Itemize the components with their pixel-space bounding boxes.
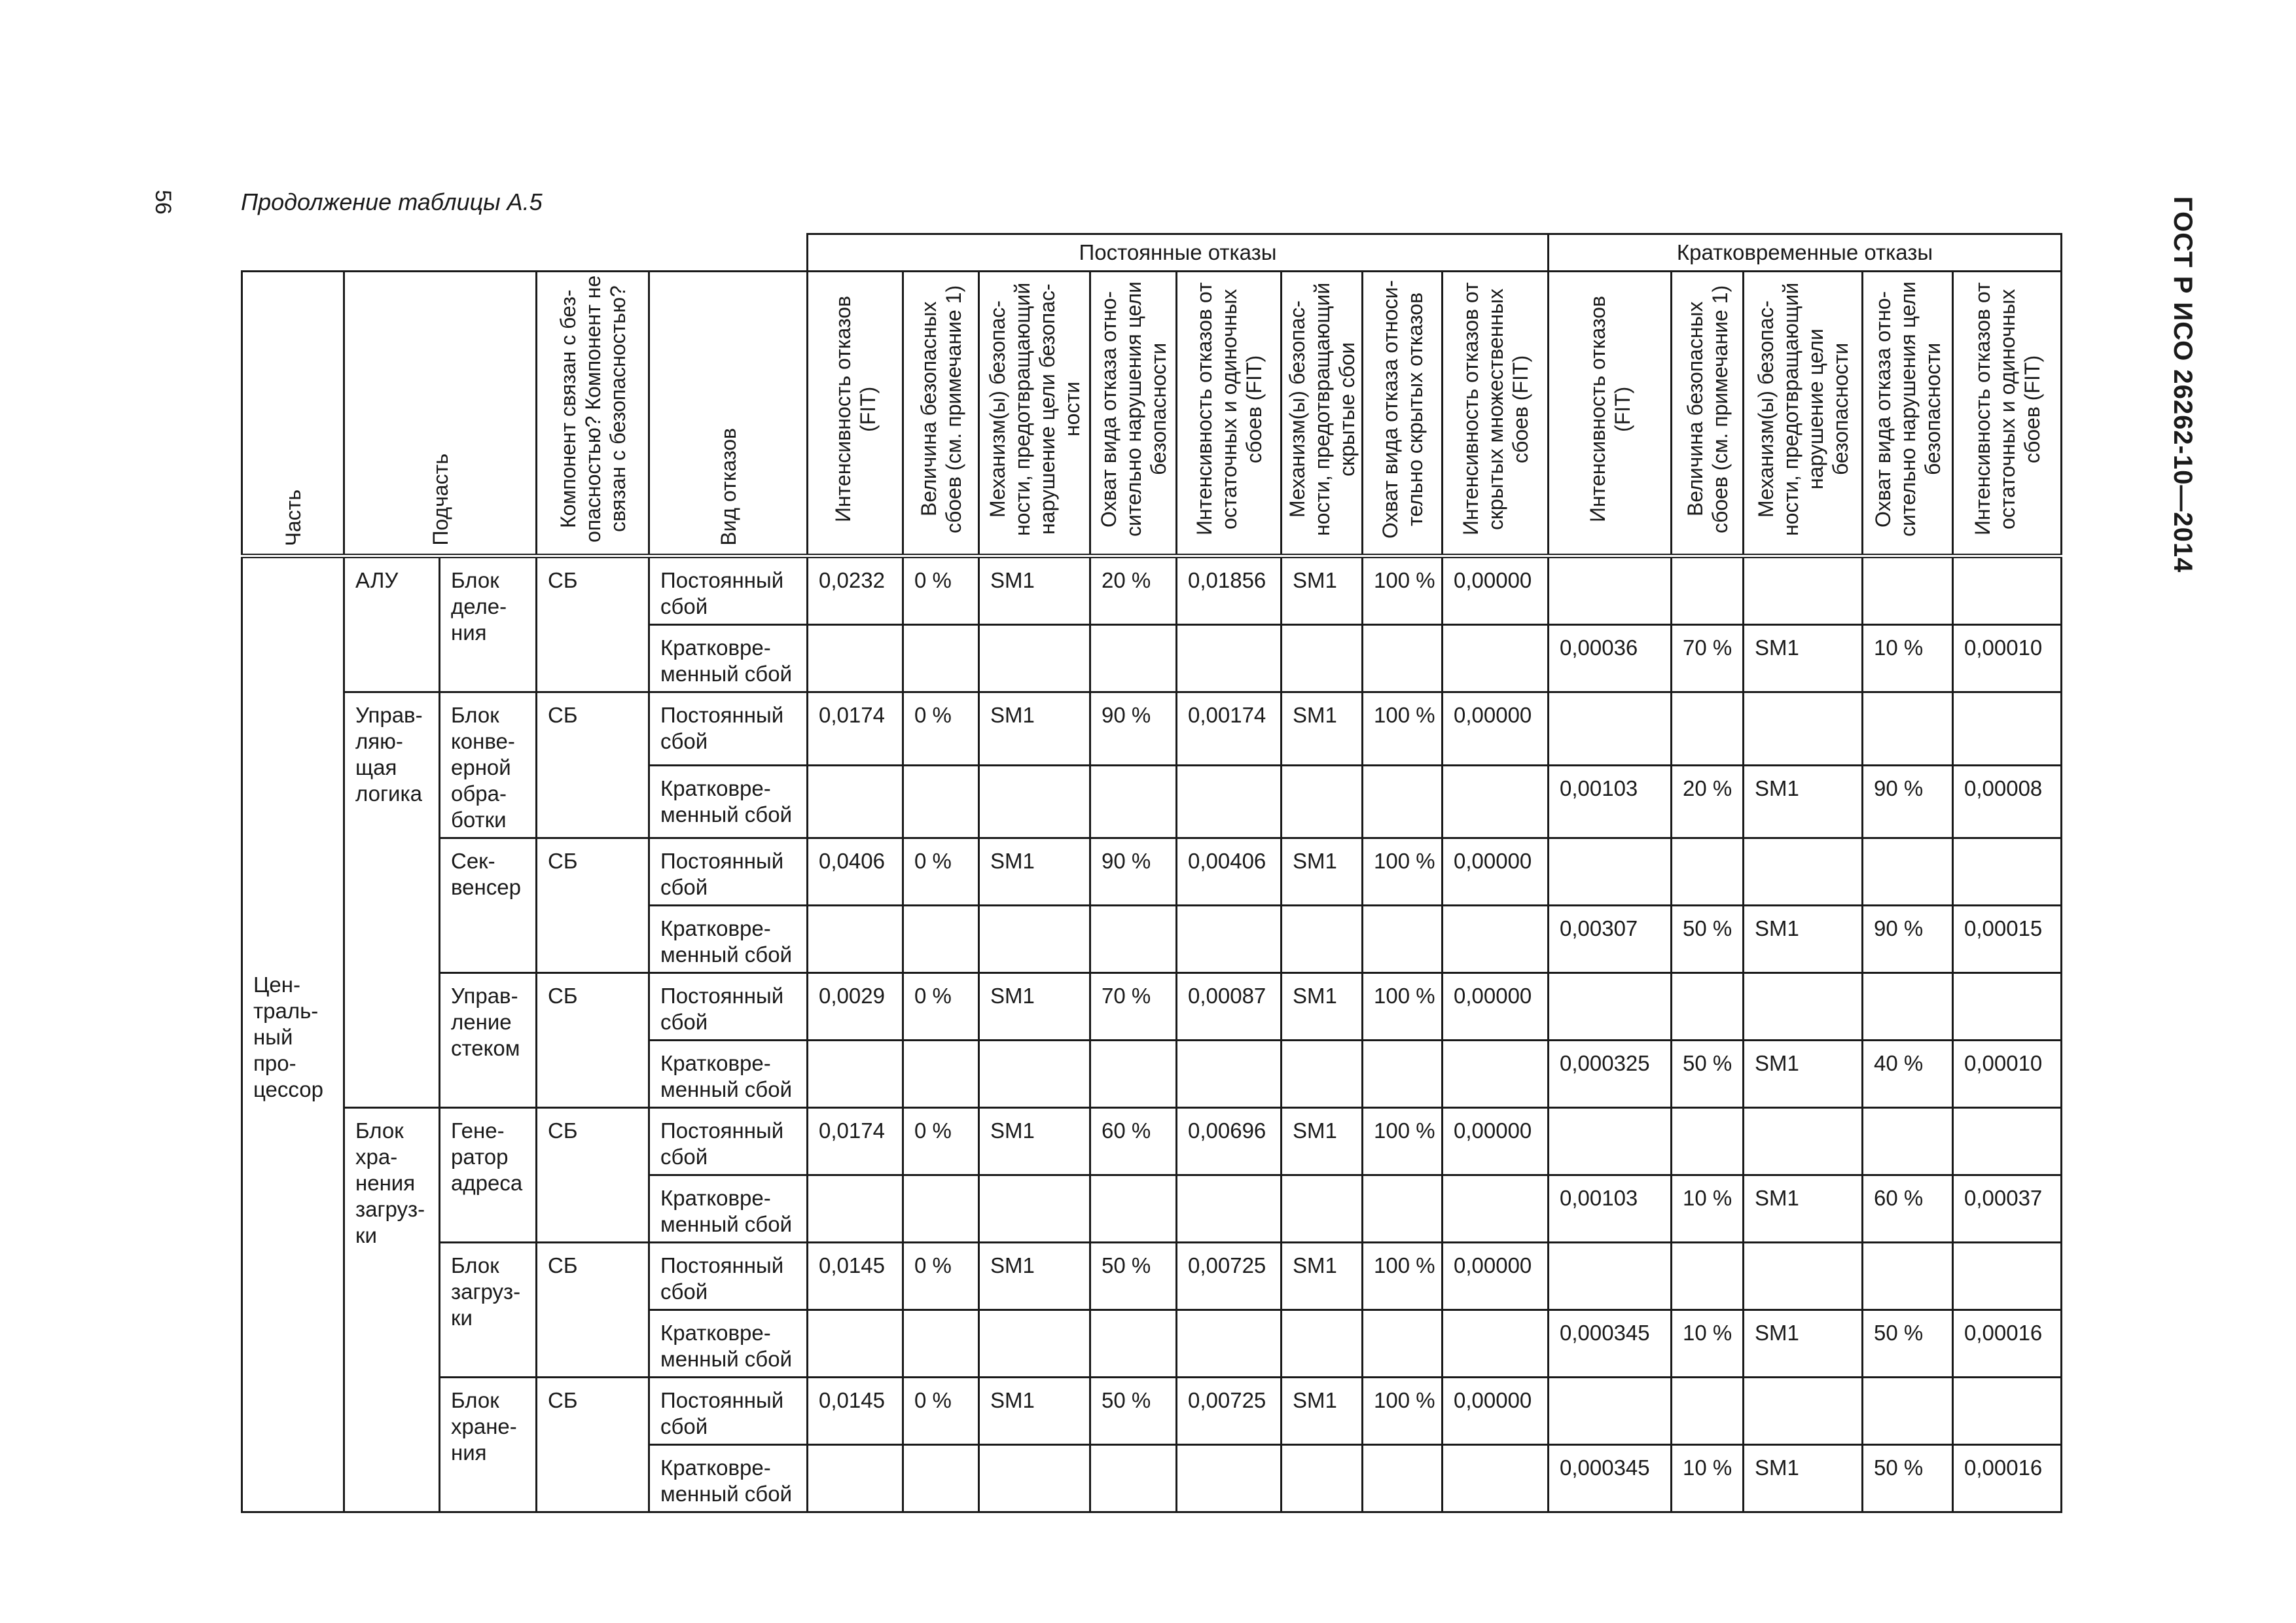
header-safety-related: Компонент связан с без-опасностью? Компонент не связан с безопасностью? [537, 272, 649, 556]
perm-cov_l: 100 % [1363, 838, 1443, 906]
failure-mode: Постоянный сбой [649, 1108, 808, 1175]
header-subpart: Подчасть [344, 272, 537, 556]
trans-cov: 90 % [1863, 906, 1953, 973]
empty-cell [1282, 1175, 1363, 1243]
header-trans-safe: Величина безопасных сбоев (см. примечание 1) [1672, 272, 1744, 556]
block-name: Гене-ратор адреса [440, 1108, 537, 1243]
empty-cell [979, 625, 1090, 692]
block-name: Управ-ление стеком [440, 973, 537, 1108]
table-row [242, 973, 2062, 1041]
empty-cell [808, 1041, 903, 1108]
block-name: Сек-венсер [440, 838, 537, 973]
perm-cov: 60 % [1090, 1108, 1177, 1175]
perm-mech_l: SM1 [1282, 1108, 1363, 1175]
perm-cov: 90 % [1090, 692, 1177, 766]
failure-mode: Кратковре-менный сбой [649, 906, 808, 973]
header-trans-mech: Механизм(ы) безопас-ности, предотвращающий нарушение цели безопасности [1744, 272, 1863, 556]
perm-safe: 0 % [903, 973, 979, 1041]
empty-cell [1953, 973, 2062, 1041]
perm-latent: 0,00000 [1443, 692, 1549, 766]
empty-cell [1363, 625, 1443, 692]
trans-cov: 40 % [1863, 1041, 1953, 1108]
empty-cell [903, 906, 979, 973]
perm-mech: SM1 [979, 1378, 1090, 1445]
failure-mode: Кратковре-менный сбой [649, 1310, 808, 1378]
perm-rate: 0,0145 [808, 1243, 903, 1310]
empty-cell [1177, 625, 1282, 692]
empty-cell [1363, 765, 1443, 838]
trans-resid: 0,00010 [1953, 1041, 2062, 1108]
trans-rate: 0,00103 [1549, 765, 1672, 838]
perm-mech: SM1 [979, 1108, 1090, 1175]
perm-mech_l: SM1 [1282, 556, 1363, 625]
empty-cell [979, 1310, 1090, 1378]
empty-cell [1443, 1310, 1549, 1378]
empty-cell [1953, 1378, 2062, 1445]
empty-cell [1672, 1108, 1744, 1175]
fmeda-table [241, 233, 2062, 1513]
header-trans-coverage: Охват вида отказа отно-сительно нарушения цели безопасности [1863, 272, 1953, 556]
empty-cell [1863, 973, 1953, 1041]
failure-mode: Постоянный сбой [649, 973, 808, 1041]
safety-related: СБ [537, 1108, 649, 1243]
group-permanent: Постоянные отказы [808, 234, 1549, 272]
perm-safe: 0 % [903, 692, 979, 766]
trans-safe: 70 % [1672, 625, 1744, 692]
empty-cell [1953, 556, 2062, 625]
empty-cell [903, 1175, 979, 1243]
empty-cell [1090, 1310, 1177, 1378]
empty-cell [1744, 838, 1863, 906]
trans-safe: 50 % [1672, 906, 1744, 973]
trans-mech: SM1 [1744, 1445, 1863, 1512]
failure-mode: Постоянный сбой [649, 838, 808, 906]
perm-safe: 0 % [903, 556, 979, 625]
empty-cell [1177, 1175, 1282, 1243]
perm-safe: 0 % [903, 838, 979, 906]
empty-cell [1672, 1243, 1744, 1310]
empty-cell [1443, 625, 1549, 692]
empty-cell [979, 906, 1090, 973]
failure-mode: Кратковре-менный сбой [649, 1445, 808, 1512]
trans-mech: SM1 [1744, 625, 1863, 692]
empty-cell [1672, 1378, 1744, 1445]
table-row [242, 556, 2062, 625]
empty-cell [1090, 765, 1177, 838]
empty-cell [1953, 1243, 2062, 1310]
failure-mode: Постоянный сбой [649, 1378, 808, 1445]
trans-mech: SM1 [1744, 1175, 1863, 1243]
empty-cell [1549, 692, 1672, 766]
empty-cell [979, 765, 1090, 838]
perm-latent: 0,00000 [1443, 838, 1549, 906]
trans-safe: 10 % [1672, 1175, 1744, 1243]
perm-resid: 0,00087 [1177, 973, 1282, 1041]
empty-cell [1953, 692, 2062, 766]
block-name: Блок деле-ния [440, 556, 537, 692]
empty-cell [1953, 838, 2062, 906]
perm-resid: 0,00725 [1177, 1378, 1282, 1445]
empty-cell [808, 625, 903, 692]
trans-resid: 0,00037 [1953, 1175, 2062, 1243]
subpart-group-storage: Блок хра-нения загруз-ки [344, 1108, 440, 1512]
trans-cov: 10 % [1863, 625, 1953, 692]
empty-cell [808, 1175, 903, 1243]
empty-cell [1363, 1310, 1443, 1378]
trans-mech: SM1 [1744, 1310, 1863, 1378]
column-header-row [242, 272, 2062, 556]
perm-cov_l: 100 % [1363, 1108, 1443, 1175]
trans-rate: 0,00307 [1549, 906, 1672, 973]
empty-cell [1744, 556, 1863, 625]
safety-related: СБ [537, 1243, 649, 1378]
trans-resid: 0,00010 [1953, 625, 2062, 692]
empty-cell [1090, 1445, 1177, 1512]
group-header-row [242, 234, 2062, 272]
empty-cell [1744, 1108, 1863, 1175]
trans-resid: 0,00015 [1953, 906, 2062, 973]
failure-mode: Постоянный сбой [649, 692, 808, 766]
perm-resid: 0,00174 [1177, 692, 1282, 766]
perm-cov_l: 100 % [1363, 1243, 1443, 1310]
empty-cell [1863, 1108, 1953, 1175]
perm-latent: 0,00000 [1443, 1378, 1549, 1445]
table-body [242, 556, 2062, 1512]
table-row [242, 1108, 2062, 1175]
header-perm-rate: Интенсивность отказов (FIT) [808, 272, 903, 556]
empty-cell [1282, 625, 1363, 692]
empty-cell [1363, 1175, 1443, 1243]
empty-cell [1953, 1108, 2062, 1175]
empty-cell [1090, 1175, 1177, 1243]
empty-cell [1549, 1378, 1672, 1445]
header-perm-coverage-latent: Охват вида отказа относи-тельно скрытых отказов [1363, 272, 1443, 556]
header-trans-rate: Интенсивность отказов (FIT) [1549, 272, 1672, 556]
perm-cov_l: 100 % [1363, 692, 1443, 766]
empty-cell [1090, 906, 1177, 973]
table-row [242, 838, 2062, 906]
empty-cell [979, 1175, 1090, 1243]
perm-resid: 0,01856 [1177, 556, 1282, 625]
empty-cell [1863, 838, 1953, 906]
trans-mech: SM1 [1744, 1041, 1863, 1108]
empty-cell [1177, 765, 1282, 838]
empty-cell [1744, 973, 1863, 1041]
failure-mode: Постоянный сбой [649, 556, 808, 625]
empty-cell [1672, 692, 1744, 766]
header-part: Часть [242, 272, 344, 556]
perm-mech_l: SM1 [1282, 973, 1363, 1041]
perm-cov: 50 % [1090, 1378, 1177, 1445]
header-perm-mech: Механизм(ы) безопас-ности, предотвращающий нарушение цели безопас-ности [979, 272, 1090, 556]
perm-mech: SM1 [979, 556, 1090, 625]
empty-cell [1443, 1445, 1549, 1512]
block-name: Блок конве-ерной обра-ботки [440, 692, 537, 838]
trans-safe: 50 % [1672, 1041, 1744, 1108]
perm-rate: 0,0232 [808, 556, 903, 625]
perm-rate: 0,0145 [808, 1378, 903, 1445]
perm-rate: 0,0174 [808, 1108, 903, 1175]
page-number: 56 [151, 190, 175, 215]
empty-cell [808, 906, 903, 973]
table-caption: Продолжение таблицы А.5 [241, 188, 543, 215]
perm-latent: 0,00000 [1443, 1108, 1549, 1175]
empty-cell [1363, 906, 1443, 973]
table-row [242, 692, 2062, 766]
empty-cell [979, 1041, 1090, 1108]
empty-cell [1863, 556, 1953, 625]
block-name: Блок загруз-ки [440, 1243, 537, 1378]
empty-cell [903, 765, 979, 838]
empty-cell [808, 1310, 903, 1378]
trans-cov: 50 % [1863, 1445, 1953, 1512]
empty-cell [1549, 1243, 1672, 1310]
header-perm-residual: Интенсивность отказов от остаточных и одиночных сбоев (FIT) [1177, 272, 1282, 556]
empty-cell [1090, 1041, 1177, 1108]
perm-latent: 0,00000 [1443, 973, 1549, 1041]
failure-mode: Кратковре-менный сбой [649, 1041, 808, 1108]
empty-cell [1282, 906, 1363, 973]
empty-cell [1282, 765, 1363, 838]
trans-safe: 10 % [1672, 1445, 1744, 1512]
empty-cell [1549, 556, 1672, 625]
trans-cov: 60 % [1863, 1175, 1953, 1243]
empty-cell [903, 1310, 979, 1378]
empty-cell [1282, 1310, 1363, 1378]
empty-cell [1090, 625, 1177, 692]
header-perm-safe: Величина безопасных сбоев (см. примечание 1) [903, 272, 979, 556]
empty-cell [1443, 906, 1549, 973]
header-perm-latent: Интенсивность отказов от скрытых множественных сбоев (FIT) [1443, 272, 1549, 556]
perm-cov: 70 % [1090, 973, 1177, 1041]
perm-mech_l: SM1 [1282, 838, 1363, 906]
subpart-group-alu: АЛУ [344, 556, 440, 692]
empty-cell [1863, 1243, 1953, 1310]
empty-cell [1363, 1041, 1443, 1108]
empty-cell [903, 1445, 979, 1512]
empty-cell [1282, 1041, 1363, 1108]
empty-cell [1549, 973, 1672, 1041]
empty-cell [808, 765, 903, 838]
failure-mode: Кратковре-менный сбой [649, 625, 808, 692]
safety-related: СБ [537, 556, 649, 692]
trans-rate: 0,00036 [1549, 625, 1672, 692]
empty-cell [1863, 1378, 1953, 1445]
perm-resid: 0,00725 [1177, 1243, 1282, 1310]
empty-cell [1177, 1041, 1282, 1108]
part-cell: Цен-траль-ный про-цессор [242, 556, 344, 1512]
trans-rate: 0,000345 [1549, 1445, 1672, 1512]
empty-cell [1672, 838, 1744, 906]
safety-related: СБ [537, 692, 649, 838]
failure-mode: Кратковре-менный сбой [649, 1175, 808, 1243]
empty-cell [1363, 1445, 1443, 1512]
perm-cov: 90 % [1090, 838, 1177, 906]
perm-mech_l: SM1 [1282, 1243, 1363, 1310]
empty-cell [903, 625, 979, 692]
perm-cov: 20 % [1090, 556, 1177, 625]
header-failure-mode: Вид отказов [649, 272, 808, 556]
empty-cell [1863, 692, 1953, 766]
trans-resid: 0,00016 [1953, 1445, 2062, 1512]
trans-cov: 50 % [1863, 1310, 1953, 1378]
trans-resid: 0,00016 [1953, 1310, 2062, 1378]
perm-rate: 0,0174 [808, 692, 903, 766]
standard-designation: ГОСТ Р ИСО 26262-10—2014 [2168, 196, 2197, 573]
empty-cell [1443, 1041, 1549, 1108]
empty-cell [1177, 906, 1282, 973]
failure-mode: Кратковре-менный сбой [649, 765, 808, 838]
table-row [242, 1378, 2062, 1445]
empty-cell [1549, 838, 1672, 906]
perm-safe: 0 % [903, 1243, 979, 1310]
header-perm-mech-latent: Механизм(ы) безопас-ности, предотвращающий скрытые сбои [1282, 272, 1363, 556]
perm-mech: SM1 [979, 838, 1090, 906]
trans-rate: 0,000325 [1549, 1041, 1672, 1108]
group-transient: Кратковременные отказы [1549, 234, 2062, 272]
trans-resid: 0,00008 [1953, 765, 2062, 838]
perm-mech: SM1 [979, 692, 1090, 766]
header-perm-coverage: Охват вида отказа отно-сительно нарушения цели безопасности [1090, 272, 1177, 556]
perm-resid: 0,00696 [1177, 1108, 1282, 1175]
perm-cov_l: 100 % [1363, 1378, 1443, 1445]
trans-cov: 90 % [1863, 765, 1953, 838]
empty-cell [1443, 765, 1549, 838]
safety-related: СБ [537, 1378, 649, 1512]
empty-cell [1672, 556, 1744, 625]
perm-mech: SM1 [979, 973, 1090, 1041]
perm-resid: 0,00406 [1177, 838, 1282, 906]
failure-mode: Постоянный сбой [649, 1243, 808, 1310]
empty-cell [1282, 1445, 1363, 1512]
safety-related: СБ [537, 973, 649, 1108]
trans-rate: 0,000345 [1549, 1310, 1672, 1378]
safety-related: СБ [537, 838, 649, 973]
trans-mech: SM1 [1744, 765, 1863, 838]
perm-rate: 0,0029 [808, 973, 903, 1041]
perm-cov_l: 100 % [1363, 973, 1443, 1041]
trans-safe: 10 % [1672, 1310, 1744, 1378]
perm-latent: 0,00000 [1443, 1243, 1549, 1310]
empty-cell [979, 1445, 1090, 1512]
empty-cell [1672, 973, 1744, 1041]
empty-cell [1744, 692, 1863, 766]
blank-corner [242, 234, 808, 272]
header-trans-residual: Интенсивность отказов от остаточных и одиночных сбоев (FIT) [1953, 272, 2062, 556]
perm-mech_l: SM1 [1282, 692, 1363, 766]
empty-cell [808, 1445, 903, 1512]
empty-cell [1177, 1445, 1282, 1512]
trans-safe: 20 % [1672, 765, 1744, 838]
empty-cell [1744, 1243, 1863, 1310]
perm-safe: 0 % [903, 1378, 979, 1445]
perm-mech: SM1 [979, 1243, 1090, 1310]
empty-cell [903, 1041, 979, 1108]
subpart-group-control: Управ-ляю-щая логика [344, 692, 440, 1108]
trans-rate: 0,00103 [1549, 1175, 1672, 1243]
trans-mech: SM1 [1744, 906, 1863, 973]
empty-cell [1549, 1108, 1672, 1175]
empty-cell [1177, 1310, 1282, 1378]
table-row [242, 1243, 2062, 1310]
perm-cov_l: 100 % [1363, 556, 1443, 625]
perm-latent: 0,00000 [1443, 556, 1549, 625]
perm-mech_l: SM1 [1282, 1378, 1363, 1445]
block-name: Блок хране-ния [440, 1378, 537, 1512]
empty-cell [1443, 1175, 1549, 1243]
perm-rate: 0,0406 [808, 838, 903, 906]
perm-cov: 50 % [1090, 1243, 1177, 1310]
perm-safe: 0 % [903, 1108, 979, 1175]
empty-cell [1744, 1378, 1863, 1445]
